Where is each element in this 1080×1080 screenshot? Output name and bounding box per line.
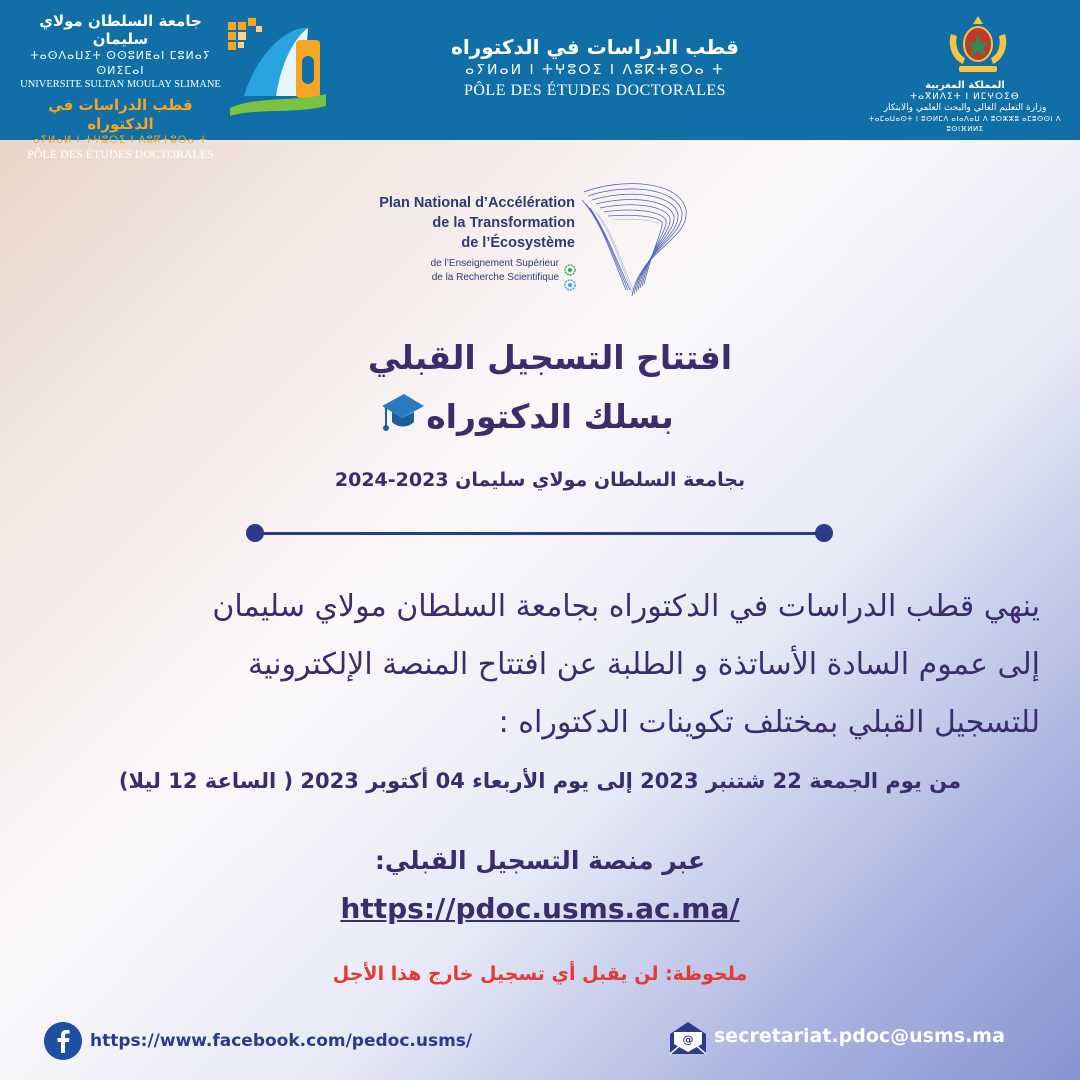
platform-label: عبر منصة التسجيل القبلي: [374,846,706,875]
ministry-name-tifinagh: ⵜⴰⵎⴰⵡⴰⵙⵜ ⵏ ⵓⵙⵍⵎⴷ ⴰⵏⴰⴷⴰⵡ ⴷ ⵓⵔⵣⵣⵓ ⴰⵎⵓⵙⵙⵏ ⴷ ⵓⵙⵏⴼⵍⵍⵉ [869,115,1061,133]
royal-crest-icon [945,14,1011,76]
announcement-body [40,578,1040,752]
pole-title-fr: PÔLE DES ÉTUDES DOCTORALES [463,82,727,99]
kingdom-name-tifinagh: ⵜⴰⴳⵍⴷⵉⵜ ⵏ ⵍⵎⵖⵔⵉⴱ [910,92,1020,102]
facebook-icon[interactable] [44,1022,82,1060]
plan-line-1: Plan National d’Accélération [379,195,575,211]
pole-name-ar: قطب الدراسات في الدكتوراه [48,96,193,133]
kingdom-name-ar: المملكة المغربية [925,80,1005,91]
header-banner [0,0,1080,161]
divider-dot-right [815,524,833,542]
plan-sub-2: de la Recherche Scientifique [431,272,559,283]
email-link[interactable]: secretariat.pdoc@usms.ma [714,1025,1005,1047]
flower-blue-icon [564,279,576,291]
pole-title-ar: قطب الدراسات في الدكتوراه [451,35,739,59]
pole-name-tifinagh: ⴰⵢⵍⴰⵍ ⵏ ⵜⵖⵓⵔⵉ ⵏ ⴷⵓⴽⵜⵓⵔⴰ ⵜ [33,135,208,146]
registration-dates: من يوم الجمعة 22 شتنبر 2023 إلى يوم الأربعاء 04 أكتوبر 2023 ( الساعة 12 ليلا) [118,769,962,793]
email-icon[interactable] [668,1020,708,1056]
plan-sub-1: de l’Enseignement Supérieur [430,258,559,269]
university-name-fr: UNIVERSITE SULTAN MOULAY SLIMANE [20,79,221,90]
deadline-note: ملحوظة: لن يقبل أي تسجيل خارج هذا الأجل [332,963,748,985]
main-title-line-1: افتتاح التسجيل القبلي [367,338,733,377]
facebook-link[interactable]: https://www.facebook.com/pedoc.usms/ [90,1031,473,1051]
plan-national-wave-logo-icon [580,180,690,298]
university-name-ar: جامعة السلطان مولاي سليمان [39,12,202,48]
plan-line-3: de l’Écosystème [461,235,575,251]
svg-text:@: @ [682,1033,694,1046]
platform-link[interactable]: https://pdoc.usms.ac.ma/ [340,892,740,925]
pole-name-fr: PÔLE DES ÉTUDES DOCTORALES [27,147,214,161]
body-line-1: ينهي قطب الدراسات في الدكتوراه بجامعة السلطان مولاي سليمان [212,589,1040,624]
pole-title-block [400,34,790,102]
divider-line [255,532,825,535]
graduation-cap-icon [378,386,426,436]
plan-line-2: de la Transformation [432,215,575,231]
body-line-2: إلى عموم السادة الأساتذة و الطلبة عن افتتاح المنصة الإلكترونية [248,647,1040,682]
body-line-3: للتسجيل القبلي بمختلف تكوينات الدكتوراه : [498,705,1040,740]
university-name-tifinagh: ⵜⴰⵙⴷⴰⵡⵉⵜ ⵙⵙⵓⵍⵟⴰⵏ ⵎⵓⵍⴰⵢ ⵙⵍⵉⵎⴰⵏ [30,49,211,77]
subtitle-university-year: بجامعة السلطان مولاي سليمان 2023-2024 [334,469,746,491]
kingdom-block [860,80,1070,134]
university-logo-icon [226,16,330,120]
plan-national-logo-text [330,193,575,285]
pole-title-tifinagh: ⴰⵢⵍⴰⵍ ⵏ ⵜⵖⵓⵔⵉ ⵏ ⴷⵓⴽⵜⵓⵔⴰ ⵜ [465,62,725,78]
main-title-line-2: بسلك الدكتوراه [426,397,674,436]
ministry-name-ar: وزارة التعليم العالي والبحث العلمي والابتكار [883,103,1047,113]
flower-green-icon [564,264,576,276]
university-name-block [18,12,223,162]
